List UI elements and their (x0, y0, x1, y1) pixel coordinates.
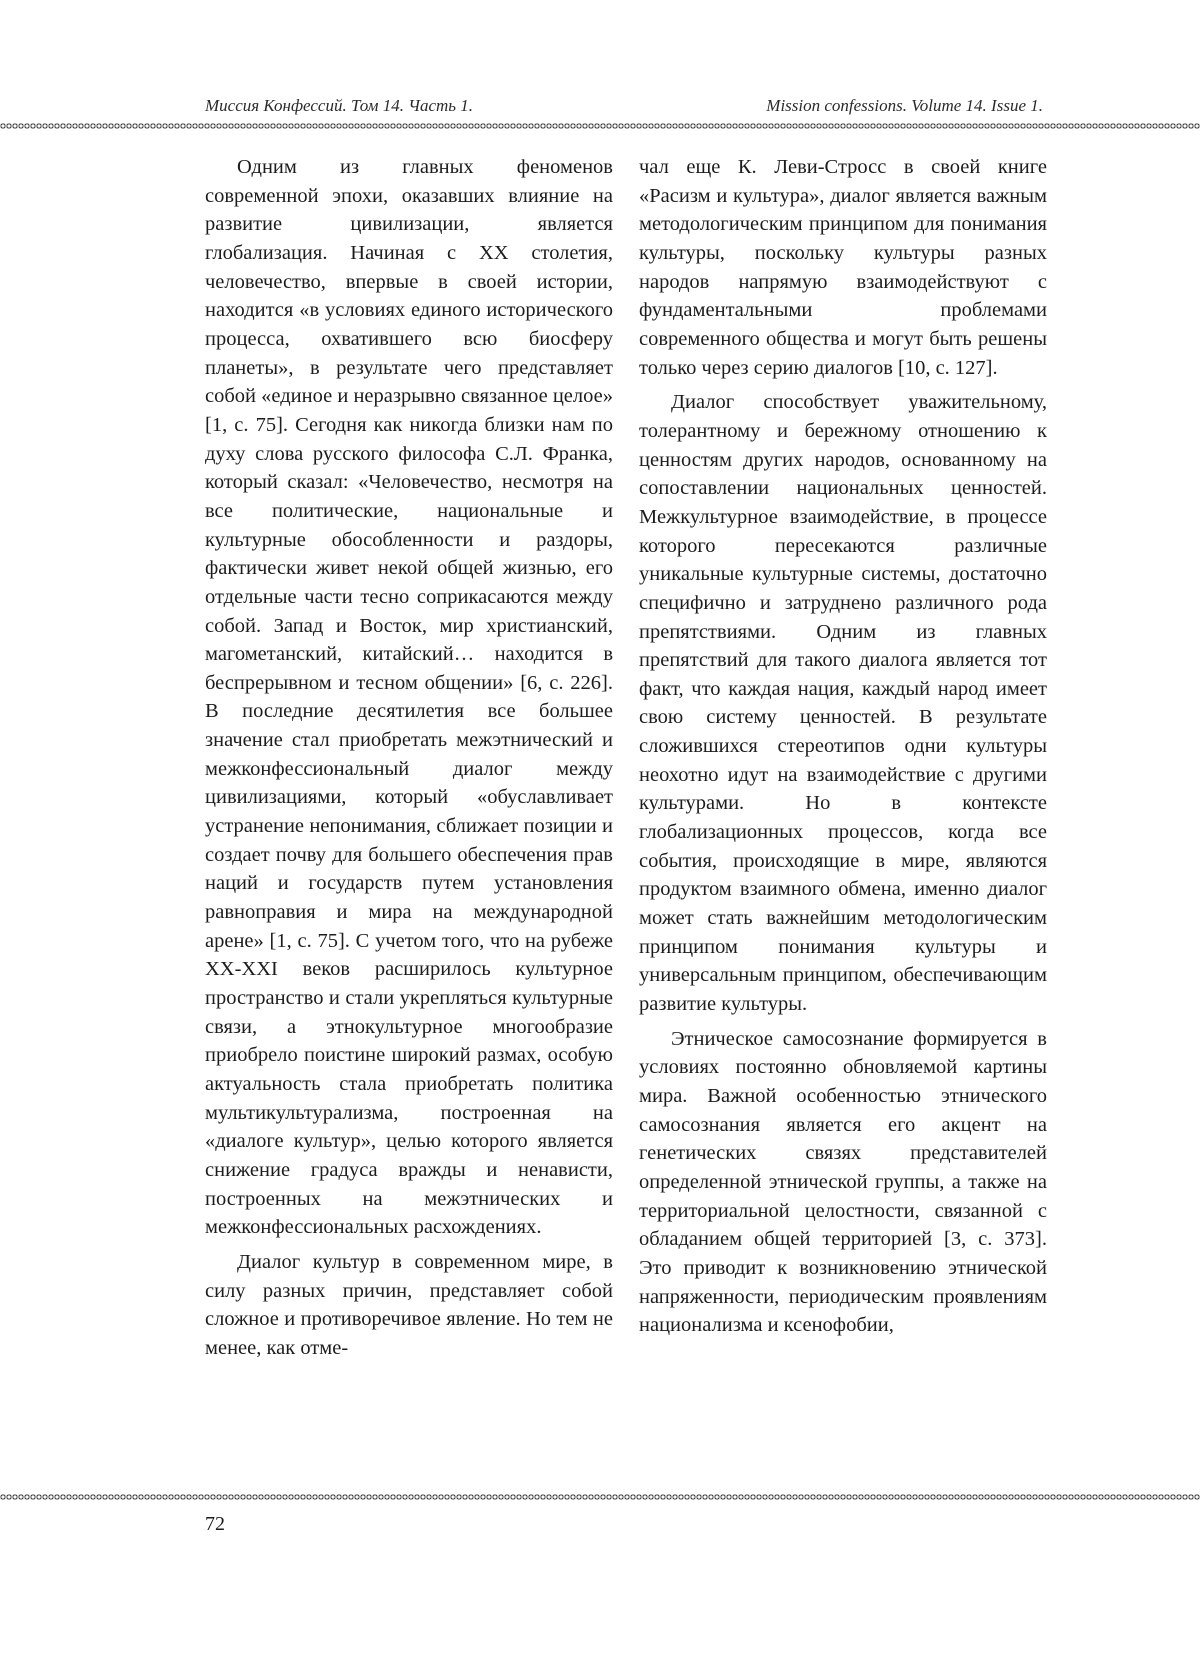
top-ornament-divider (0, 121, 1200, 131)
paragraph-intercultural-interaction: Диалог способствует уважительному, толерантному и бережному отношению к ценностям других народов, основанному на сопоставлении национальных ценностей. Межкультурное взаимодействие, в процессе которого пересекаются различные уникальные культурные системы, достаточно специфично и затруднено различного рода препятствиями. Одним из главных препятствий для такого диалога является тот факт, что каждая нация, каждый народ имеет свою систему ценностей. В результате сложившихся стереотипов одни культуры неохотно идут на взаимодействие с другими культурами. Но в контексте глобализационных процессов, когда все события, происходящие в мире, являются продуктом взаимного обмена, именно диалог может стать важнейшим методологическим принципом понимания культуры и универсальным принципом, обеспечивающим развитие культуры. (639, 391, 1047, 1016)
page-number: 72 (205, 1513, 225, 1535)
journal-title-en: Mission confessions. Volume 14. Issue 1. (766, 96, 1043, 115)
right-column (639, 153, 1047, 1340)
journal-title-ru: Миссия Конфессий. Том 14. Часть 1. (205, 96, 474, 115)
left-column (205, 153, 613, 1363)
bottom-ornament-divider (0, 1492, 1200, 1502)
running-header (205, 96, 1043, 120)
paragraph-globalization: Одним из главных феноменов современной эпохи, оказавших влияние на развитие цивилизации, является глобализация. Начиная с XX столетия, человечество, впервые в своей истории, находится «в условиях единого исторического процесса, охватившего всю биосферу планеты», в результате чего представляет собой «единое и неразрывно связанное целое» [1, с. 75]. Сегодня как никогда близки нам по духу слова русского философа С.Л. Франка, который сказал: «Человечество, несмотря на все политические, национальные и культурные обособленности и раздоры, фактически живет некой общей жизнью, его отдельные части тесно соприкасаются между собой. Запад и Восток, мир христианский, магометанский, китайский… находится в беспрерывном и тесном общении» [6, с. 226]. В последние десятилетия все большее значение стал приобретать межэтнический и межконфессиональный диалог между цивилизациями, который «обуславливает устранение непонимания, сближает позиции и создает почву для большего обеспечения прав наций и государств путем установления равноправия и мира на международной арене» [1, с. 75]. С учетом того, что на рубеже XX-XXI веков расширилось культурное пространство и стали укрепляться культурные связи, а этнокультурное многообразие приобрело поистине широкий размах, особую актуальность стала приобретать политика мультикультурализма, построенная на «диалоге культур», целью которого является снижение градуса вражды и ненависти, построенных на межэтнических и межконфессиональных расхождениях. (205, 156, 613, 1239)
paragraph-dialogue-of-cultures: Диалог культур в современном мире, в силу разных причин, представляет собой сложное и противоречивое явление. Но тем не менее, как отме- (205, 1250, 613, 1359)
paragraph-levi-strauss: чал еще К. Леви-Стросс в своей книге «Расизм и культура», диалог является важным методологическим принципом для понимания культуры, поскольку культуры разных народов напрямую взаимодействуют с фундаментальными проблемами современного общества и могут быть решены только через серию диалогов [10, с. 127]. (639, 156, 1047, 379)
paragraph-ethnic-self-awareness: Этническое самосознание формируется в условиях постоянно обновляемой картины мира. Важной особенностью этнического самосознания является его акцент на генетических связях представителей определенной этнической группы, а также на территориальной целостности, связанной с обладанием общей территорией [3, с. 373]. Это приводит к возникновению этнической напряженности, периодическим проявлениям национализма и ксенофобии, (639, 1027, 1047, 1337)
